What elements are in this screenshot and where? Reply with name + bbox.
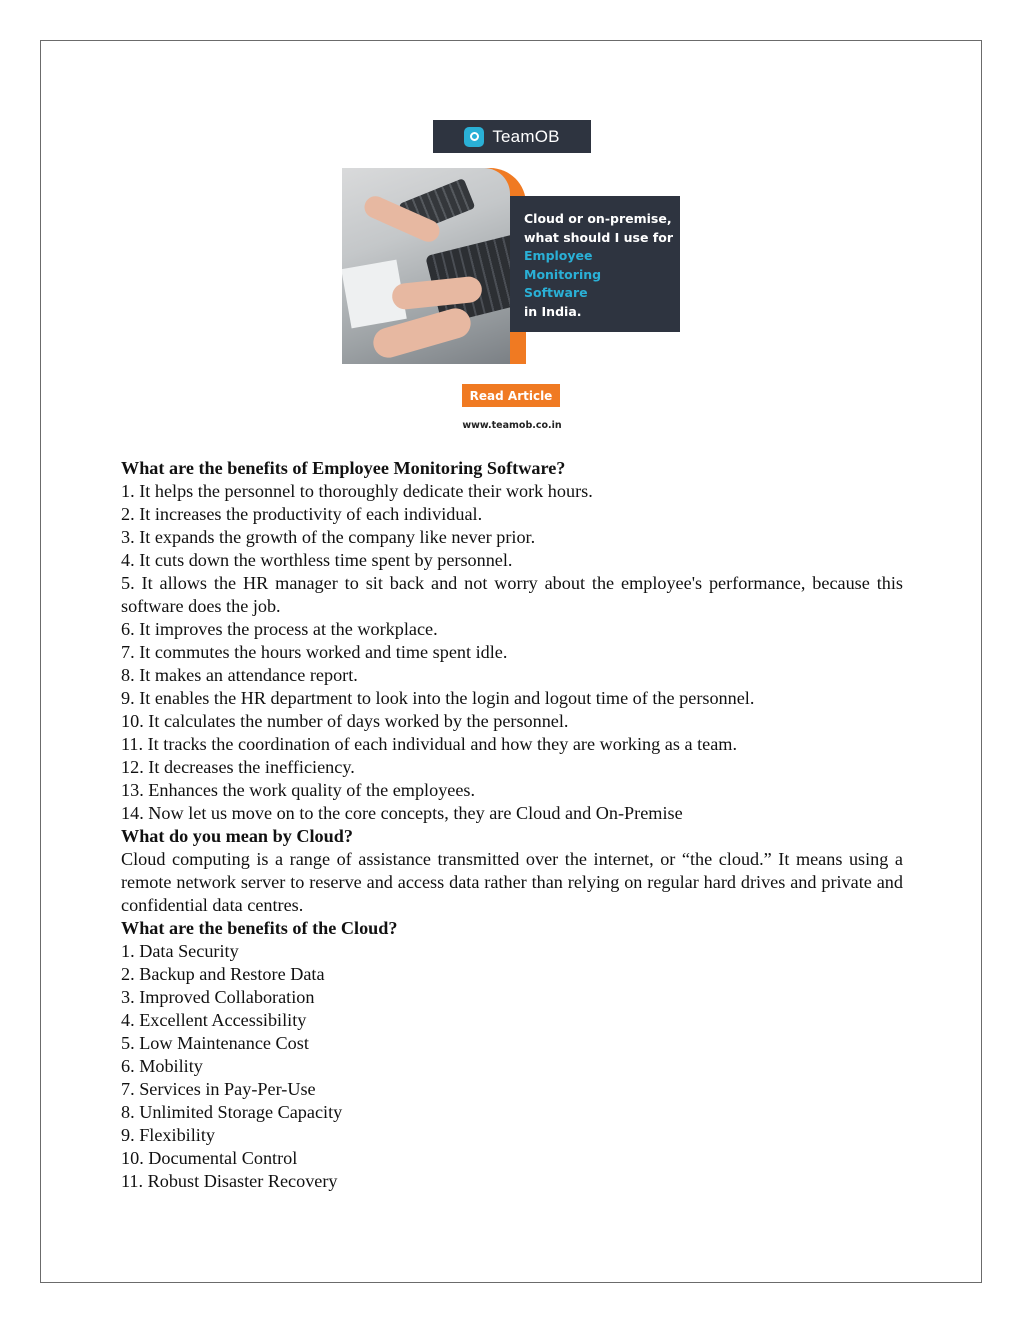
list-item: 11. It tracks the coordination of each individual and how they are working as a team. — [121, 734, 737, 754]
list-item: 10. It calculates the number of days worked by the personnel. — [121, 711, 569, 731]
typing-hands-photo — [342, 168, 510, 364]
list-item: 2. Backup and Restore Data — [121, 964, 325, 984]
list-item: 5. Low Maintenance Cost — [121, 1033, 309, 1053]
read-article-button[interactable]: Read Article — [462, 384, 560, 407]
logo-text: TeamOB — [492, 126, 560, 146]
list-item: 3. It expands the growth of the company like never prior. — [121, 527, 536, 547]
teamob-logo-icon — [464, 127, 484, 147]
list-item: 5. It allows the HR manager to sit back and not worry about the employee's performance, because this software does the job. — [121, 573, 903, 616]
list-item: 3. Improved Collaboration — [121, 987, 315, 1007]
headline-line: Employee — [524, 248, 593, 263]
banner-photo-frame — [342, 168, 526, 364]
list-item: 13. Enhances the work quality of the employees. — [121, 780, 476, 800]
list-item: 10. Documental Control — [121, 1148, 298, 1168]
teamob-logo — [433, 120, 591, 153]
list-item: 12. It decreases the inefficiency. — [121, 757, 355, 777]
document-body — [121, 457, 903, 1193]
site-url[interactable]: www.teamob.co.in — [462, 420, 562, 431]
headline-line: Monitoring — [524, 266, 602, 282]
list-item: 6. It improves the process at the workplace. — [121, 619, 438, 639]
list-item: 14. Now let us move on to the core concepts, they are Cloud and On-Premise — [121, 803, 683, 823]
banner-headline — [510, 196, 680, 332]
list-item: 11. Robust Disaster Recovery — [121, 1171, 338, 1191]
cloud-benefits-list — [121, 940, 903, 1193]
list-item: 9. It enables the HR department to look into the login and logout time of the personnel. — [121, 688, 755, 708]
list-item: 7. Services in Pay-Per-Use — [121, 1079, 316, 1099]
list-item: 2. It increases the productivity of each individual. — [121, 504, 483, 524]
list-item: 1. Data Security — [121, 941, 239, 961]
headline-line: Software — [524, 285, 588, 300]
list-item: 6. Mobility — [121, 1056, 203, 1076]
list-item: 9. Flexibility — [121, 1125, 215, 1145]
list-item: 4. It cuts down the worthless time spent by personnel. — [121, 550, 513, 570]
section-heading: What do you mean by Cloud? — [121, 826, 353, 846]
list-item: 1. It helps the personnel to thoroughly dedicate their work hours. — [121, 481, 593, 501]
section-heading: What are the benefits of the Cloud? — [121, 918, 398, 938]
list-item: 4. Excellent Accessibility — [121, 1010, 307, 1030]
list-item: 7. It commutes the hours worked and time spent idle. — [121, 642, 508, 662]
section-heading: What are the benefits of Employee Monitoring Software? — [121, 458, 566, 478]
promo-banner[interactable] — [340, 118, 684, 436]
list-item: 8. It makes an attendance report. — [121, 665, 358, 685]
headline-line: what should I use for — [524, 229, 673, 245]
software-benefits-list — [121, 480, 903, 825]
headline-line: Cloud or on-premise, — [524, 211, 672, 226]
headline-line: in India. — [524, 303, 582, 319]
list-item: 8. Unlimited Storage Capacity — [121, 1102, 343, 1122]
cloud-definition-paragraph: Cloud computing is a range of assistance transmitted over the internet, or “the cloud.” It means using a remote network server to reserve and access data rather than relying on regular hard drives and private and confidential data centres. — [121, 849, 903, 915]
